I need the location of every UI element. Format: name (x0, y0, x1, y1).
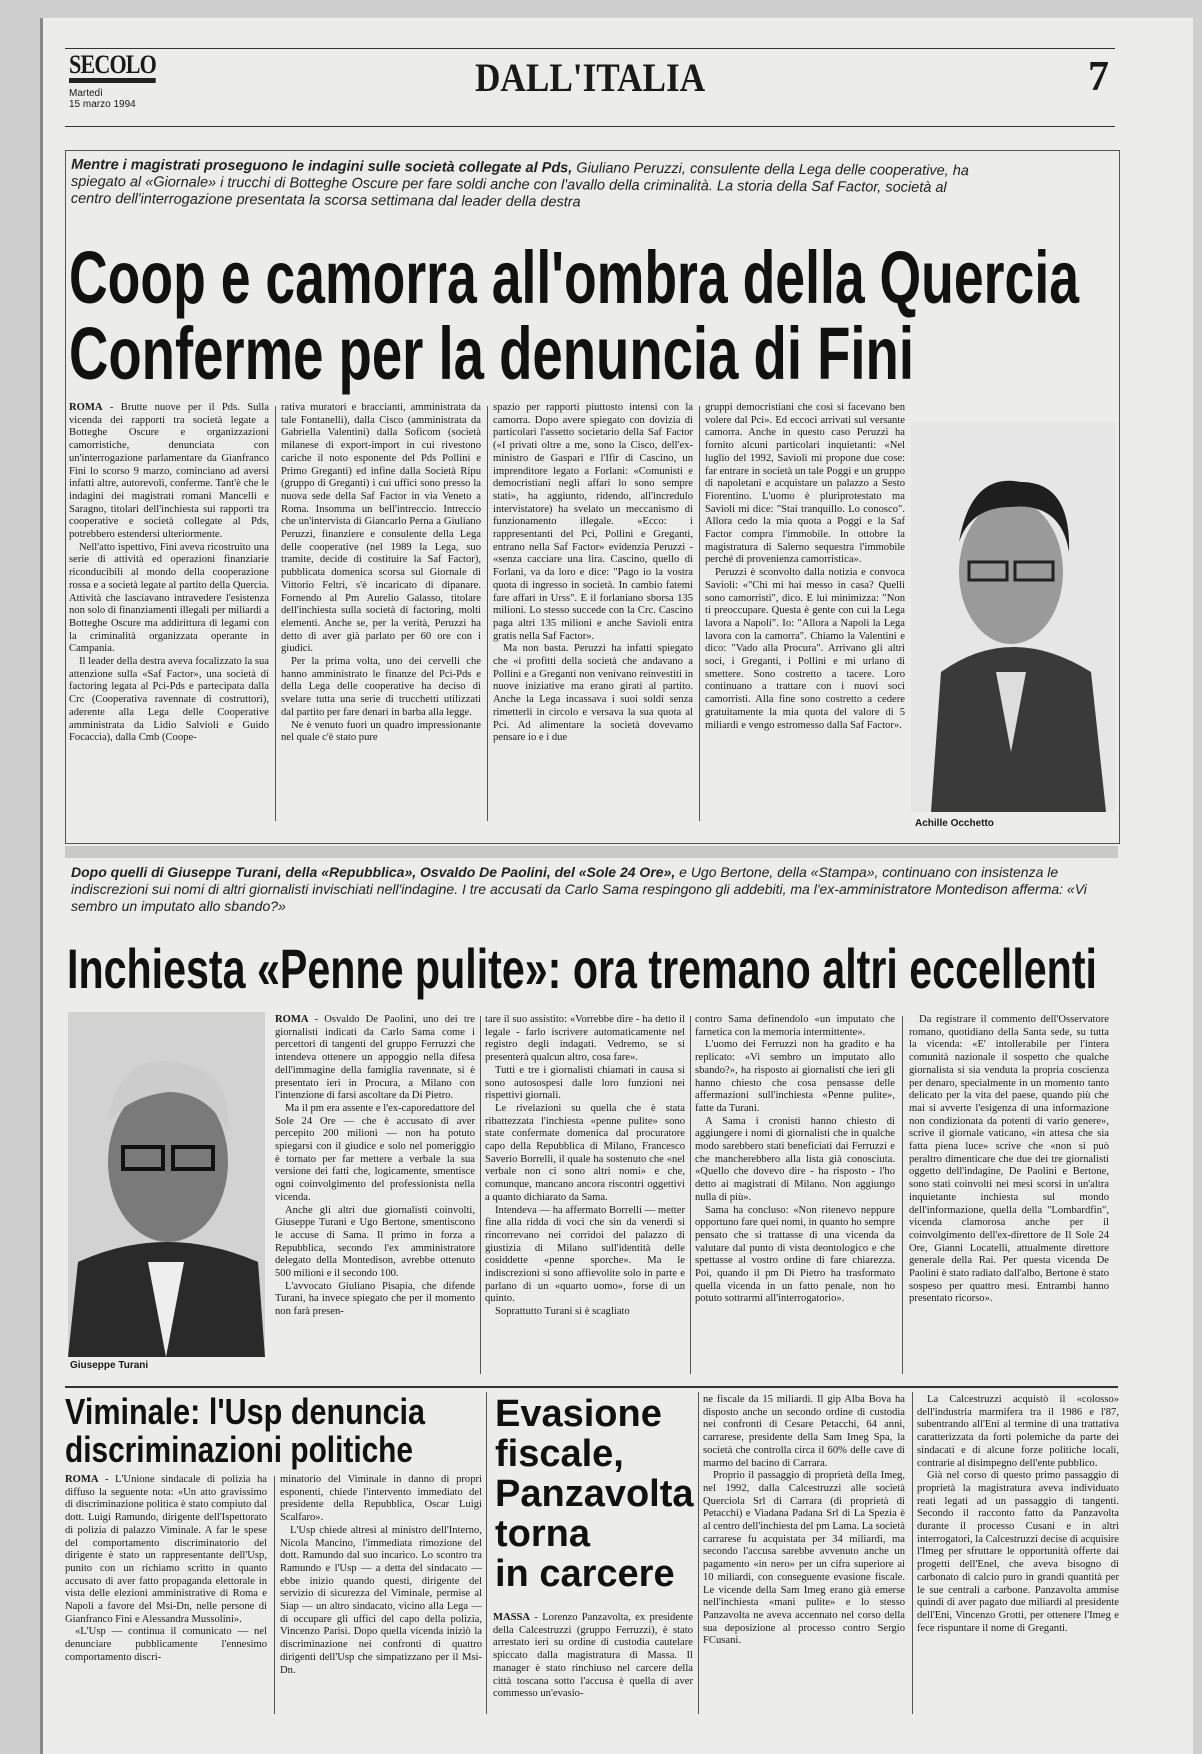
paragraph: Nell'atto ispettivo, Fini aveva ricostruito una serie di attività ed operazioni finanziarie riconducibili al mondo della cooperazione rossa e a società legate al partito della Quercia. Attività che lasciavano intravedere l'esistenza non solo di finanziamenti illegali per miliardi a Botteghe Oscure ma addirittura di legami con la criminalità organizzata operante in Campania. (69, 541, 269, 655)
paragraph: - Lorenzo Panzavolta, ex presidente della Calcestruzzi (gruppo Ferruzzi), è stato arrestato ieri su ordine di custodia cautelare spiccato dalla magistratura di Massa. Il manager è stato rinchiuso nel carcere della città toscana sotto l'accusa è quella di aver commesso un'evasio- (493, 1612, 693, 1700)
paragraph: Ma il pm era assente e l'ex-caporedattore del Sole 24 Ore — che è accusato di aver percepito 200 milioni — non ha potuto spiegarsi con il giudice e solo nel pomeriggio è tornato per far mettere a verbale la sua versione dei fatti che, logicamente, smentisce ogni coinvolgimento del professionista nella vicenda. (275, 1102, 475, 1203)
paragraph: gruppi democristiani che così si facevano ben volere dal Pci». Ed eccoci arrivati sul versante camorra. Anche in questo caso Peruzzi ha fornito alcuni particolari inquietanti: «Nel luglio del 1992, Savioli mi propone due cose: far entrare in società un tale Poggi e un gruppo di napoletani e acquistare un palazzo a Sesto Fiorentino. L'uomo è pluriprotestato ma Savioli mi dice: "Stai tranquillo. Lo conosco". Allora cedo la mia quota a Poggi e la Saf Factor compra l'immobile. In ottobre la magistratura di Salerno sequestra l'immobile perché di provenienza camorristica». (705, 402, 905, 566)
article4-headline (495, 1394, 694, 1594)
headline-line: Panzavolta (495, 1473, 694, 1515)
paragraph: spazio per rapporti piuttosto intensi con la camorra. Dopo avere spiegato con dovizia di particolari l'assetto societario della Saf Factor («I privati oltre a me, sono la Cisco, dell'ex-ministro de Gaspari e l'Ifir di Cascino, un imprenditore legato a Forlani: «Comunisti e democristiani negli affari lo sono sempre stati», ha aggiunto, ridendo, all'incredulo intervistatore) ha svelato un meccanismo di funzionamento illegale. «Ecco: i rappresentanti del Pci, Pollini e Greganti, entrano nella Saf Factor» evidenzia Peruzzi - «senza cacciare una lira. Cascino, quello di Forlani, va da loro e dice: "Pago io la vostra quota di ingresso in società. In cambio fatemi fare affari in Urss". E il forlaniano sborsa 135 milioni. Lo stesso succede con la Crc. Cascino paga altri 135 milioni e anche Savioli entra gratis nella Saf Factor». (493, 402, 693, 642)
article2-kicker (71, 864, 1111, 915)
column-divider (274, 1476, 275, 1714)
paragraph: Sama ha concluso: «Non ritenevo neppure opportuno fare quei nomi, in quanto ho sempre pensato che si trattasse di una vicenda da valutare dal punto di vista deontologico e che spettasse al vostro ordine di fare chiarezza. Poi, quando il pm Di Pietro ha trasformato quella vicenda in un fatto penale, non ho potuto sottrarmi all'interrogatorio». (695, 1204, 895, 1305)
article2-headline: Inchiesta «Penne pulite»: ora tremano altri eccellenti (67, 937, 1097, 1000)
paragraph: - Osvaldo De Paolini, uno dei tre giornalisti indicati da Carlo Sama come i percettori di tangenti del gruppo Ferruzzi che intendeva ottenere un appoggio nella difesa dell'immagine della famiglia ravennate, si è presentato ieri in Procura, a Milano con l'intenzione di farsi ascoltare da Di Pietro. (275, 1014, 475, 1102)
article1-headline-2: Conferme per la denuncia di Fini (69, 312, 914, 395)
article1-column-2 (281, 402, 481, 822)
paragraph: La Calcestruzzi acquistò il «colosso» dell'industria marmifera tra il 1986 e l'87, subentrando all'Eni al termine di una trattativa caratterizzata da forti polemiche da parte dei sindacati e di alcune forze politiche locali, contrarie al disimpegno dell'ente pubblico. (917, 1394, 1119, 1469)
paragraph: Già nel corso di questo primo passaggio di proprietà la magistratura aveva individuato reati legati ad un passaggio di tangenti. Secondo il racconto fatto da Panzavolta durante il processo Cusani e in altri interrogatori, la Calcestruzzi decise di acquisire l'Imeg per sfruttare le opportunità offerte dai progetti dell'Enel, che aveva bisogno di carbonato di calcio puro in grandi quantità per le sue centrali a carbone. Panzavolta ammise quindi di aver pagato due miliardi al presidente dell'Eni, Vincenzo Grotti, per ottenere l'Imeg e fece rispuntare il nome di Greganti. (917, 1470, 1119, 1634)
newspaper-page (40, 18, 1193, 1754)
paragraph: Intendeva — ha affermato Borrelli — metter fine alla ridda di voci che sin da venerdì si rincorrevano nei corridoi del palazzo di giustizia di Milano sull'identità delle cosiddette «penne sporche». Ma le indiscrezioni si sono affievolite solo in parte e parlano di un «quarto uomo», forse di un quinto. (485, 1204, 685, 1305)
article2-column-4 (909, 1014, 1109, 1376)
article1-column-1 (69, 402, 269, 822)
article3-headline-2: discriminazioni politiche (65, 1429, 413, 1470)
article3-headline-1: Viminale: l'Usp denuncia (65, 1391, 425, 1432)
photo-achille-occhetto (911, 422, 1115, 812)
header-top-rule (65, 48, 1115, 49)
article2-kicker-text: e Ugo Bertone, della «Stampa», continuano con insistenza le indiscrezioni sui nomi di altri giornalisti invischiati nell'indagine. I tre accusati da Carlo Sama respingono gli addebiti, ma l'ex-amministratore Montedison afferma: «Vi sembro un imputato allo sbando?» (71, 864, 1087, 914)
paragraph: Il leader della destra aveva focalizzato la sua attenzione sulla «Saf Factor», una società di factoring legata al Pci-Pds e partecipata dalla Crc (Cooperativa ravennate di costruttori), aderente alla Lega delle Cooperative amministrata da Lidio Salvioli e Guido Focaccia), dalla Cmb (Coope- (69, 656, 269, 744)
paragraph: Ma non basta. Peruzzi ha infatti spiegato che «i profitti della società che andavano a Pollini e a Greganti non venivano reinvestiti in nuove iniziative ma erano girati al partito. Anche la Lega incassava i suoi soldi senza rimetterli in circolo e versava la sua quota al Pci. Ad alimentare la società dovevamo pensare io e i due (493, 643, 693, 744)
paragraph: rativa muratori e braccianti, amministrata da tale Fontanelli), dalla Cisco (amministrata da Gabriella Valentini) dalla Soficom (società milanese di export-import in cui rivestono cariche il noto esponente del Pds Pollini e Primo Greganti) ed infine dalla Società Ripu (gruppo di Greganti) i cui uffici sono presso la nuova sede della Saf Factor in via Veneto a Roma. Insomma un bell'intreccio. Intreccio che un'intervista di Giancarlo Perna a Giuliano Peruzzi, finanziere e consulente della Lega delle cooperative (nel 1989 la Lega, suo tramite, decide di costituire la Saf Factor), pubblicata domenica scorsa sul Giornale di Vittorio Feltri, s'è incaricato di dipanare. Fornendo al Pm Aurelio Galasso, titolare dell'inchiesta sulla società di factoring, molti elementi. Anche se, per la verità, Peruzzi ha detto di aver già parlato per 60 ore con i giudici. (281, 402, 481, 655)
article1-headline-1: Coop e camorra all'ombra della Quercia (69, 236, 1079, 319)
paragraph: minatorio del Viminale in danno di propri esponenti, chiede l'intervento immediato del presidente della Repubblica, Oscar Luigi Scalfaro». (280, 1474, 482, 1524)
paragraph: Da registrare il commento dell'Osservatore romano, quotidiano della Santa sede, su tutta la vicenda: «E' intollerabile per l'intera comunità nazionale il sospetto che qualche giornalista si sia venduta la propria coscienza per denaro, specialmente in un momento tanto delicato per la vita del paese, quando più che mai si avverte l'esigenza di una informazione non condizionata da potenti di vario genere», scrive il giornale vaticano, «in attesa che sia fatta piena luce» scrive che «non si può peraltro dimenticare che due dei tre giornalisti oggetto dell'indagine, De Paolini e Bertone, sono stati coinvolti nei mesi scorsi in un'altra inquietante inchiesta sul mondo dell'informazione, quella della "Lombardfin", vicenda clamorosa anche per il coinvolgimento dell'ex-direttore de Il Sole 24 Ore, Gianni Locatelli, attualmente direttore generale della Rai. Per questa vicenda De Paolini è stato radiato dall'albo, Bertone è stato sospeso per quattro mesi. Entrambi hanno presentato ricorso». (909, 1014, 1109, 1305)
paragraph: Soprattutto Turani si è scagliato (495, 1306, 630, 1318)
headline-line: fiscale, (495, 1433, 624, 1475)
column-divider (912, 1392, 913, 1714)
article2-column-2 (485, 1014, 685, 1376)
issue-date: 15 marzo 1994 (69, 99, 136, 110)
paragraph: Le rivelazioni su quella che è stata ribattezzata l'inchiesta «penne pulite» sono state confermate domenica dal procuratore capo della Repubblica di Milano, Francesco Saverio Borrelli, il quale ha sostenuto che «nel verbale non ci sono altri nomi» e che, comunque, mancano ancora riscontri oggettivi a quanto dichiarato da Sama. (485, 1102, 685, 1203)
photo-giuseppe-turani (68, 1012, 265, 1357)
column-divider (699, 406, 700, 821)
paragraph: - Brutte nuove per il Pds. Sulla vicenda dei rapporti tra società legate a Botteghe Oscure e organizzazioni camorristiche, denunciata con un'interrogazione parlamentare da Gianfranco Fini lo scorso 9 marzo, cominciano ad aversi infatti altre, autorevoli, conferme. Tant'è che le indagini dei magistrati romani Mancelli e Saragno, titolari dell'inchiesta sui rapporti tra cooperative e società collegate al Pds, potrebbero estendersi ulteriormente. (69, 402, 269, 541)
paragraph: Proprio il passaggio di proprietà della Imeg, nel 1992, dalla Calcestruzzi alle società Querciola Srl di Carrara (di proprietà di Petacchi) e Viadana Padana Srl di La Spezia è al centro dell'inchiesta del pm Lama. La società carrarese fu acquistata per 34 miliardi, ma secondo l'accusa sarebbe avvenuto anche un pagamento «in nero» per un cifra superiore ai 10 miliardi, con conseguente evasione fiscale. Le vicende della Sam Imeg erano già emerse nell'inchiesta «mani pulite» e lo stesso Panzavolta ne aveva accennato nel corso della sua deposizione al processo contro Sergio FCusani. (703, 1470, 905, 1647)
dateline: MASSA (493, 1612, 531, 1623)
header-bottom-rule (65, 126, 1115, 127)
article2-column-3 (695, 1014, 895, 1376)
dateline: ROMA (65, 1474, 99, 1485)
column-divider (902, 1016, 903, 1374)
issue-day: Martedì (69, 88, 103, 99)
portrait-image (68, 1012, 265, 1357)
article4-column-2 (917, 1394, 1119, 1712)
paragraph: «L'Usp — continua il comunicato — nel denunciare pubblicamente l'ennesimo comportamento discri- (65, 1626, 267, 1663)
dateline: ROMA (69, 402, 103, 413)
article1-kicker-text: Giuliano Peruzzi, consulente della Lega delle cooperative, ha spiegato al «Giornale» i trucchi di Botteghe Oscure per fare soldi anche con l'avallo della criminalità. La storia della Saf Factor, società al centro dell'interrogazione presentata la scorsa settimana dal leader della destra (70, 160, 969, 211)
paragraph: A Sama i cronisti hanno chiesto di aggiungere i nomi di giornalisti che in qualche modo sarebbero stati beneficiati dai Ferruzzi e che mancherebbero alla lista già conosciuta. «Quello che dovevo dire - ha risposto - l'ho detto ai magistrati di Milano. Non aggiungo nulla di più». (695, 1115, 895, 1203)
article3-column-2 (280, 1474, 482, 1714)
article4-lead (493, 1612, 693, 1712)
column-divider (275, 406, 276, 821)
paragraph: L'Usp chiede altresì al ministro dell'Interno, Nicola Mancino, l'immediata rimozione del dott. Ramundo dal suo incarico. Lo scontro tra Ramundo e l'Usp — a detta del sindacato — ebbe inizio quando questi, dirigente del servizio di sicurezza del Viminale, permise al Siap — un altro sindacato, vicino alla Lega — di occupare gli uffici del capo della polizia, Vincenzo Parisi. Dopo quella vicenda iniziò la discriminazione nei confronti di quattro dirigenti dell'Usp che simpatizzano per il Msi-Dn. (280, 1524, 482, 1676)
article1-column-3 (493, 402, 693, 822)
paragraph: contro Sama definendolo «un imputato che farnetica con la memoria intermittente». (695, 1014, 895, 1038)
portrait-image (911, 422, 1115, 812)
paragraph: - L'Unione sindacale di polizia ha diffuso la seguente nota: «Un atto gravissimo di discriminazione politica è stato compiuto dal dott. Luigi Ramundo, dirigente dell'Ispettorato di polizia di palazzo Viminale. A far le spese del comportamento discriminatorio del dirigente è stato un rappresentante dell'Usp, punito con un richiamo scritto in quanto accusato di aver fatto propaganda elettorale in vista delle elezioni amministrative di Roma e Napoli a favore del Msi-Dn, nelle persone di Gianfranco Fini e Alessandra Mussolini». (65, 1474, 267, 1625)
paragraph: Peruzzi è sconvolto dalla notizia e convoca Savioli: «"Chi mi hai messo in casa? Quelli sono camorristi", dico. E lui minimizza: "Non ti preoccupare. Questa è gente con cui la Lega lavora a Napoli". Io: "Allora a Napoli la Lega lavora con la camorra". Chiamo la Valentini e dico: "Vado alla Procura". Arrivano gli altri soci, i Greganti, i Pollini e mi urlano di smettere. Sono costretto a tacere. Loro continuano a trattare con i nuovi soci camorristi. Alla fine sono costretto a cedere gratuitamente la mia quota del valore di 5 miliardi e vengo estromesso dalla Saf Factor». (705, 567, 905, 731)
section-divider (65, 1386, 1118, 1388)
article4-column-1 (703, 1394, 905, 1712)
paragraph: tare il suo assistito: «Vorrebbe dire - ha detto il legale - farlo iscrivere automaticamente nel registro degli indagati. Vedremo, se si presenterà qualcun altro, cosa fare». (485, 1014, 685, 1064)
dateline: ROMA (275, 1014, 309, 1025)
article2-kicker-bold: Dopo quelli di Giuseppe Turani, della «Repubblica», Osvaldo De Paolini, del «Sole 24 Ore», (71, 864, 676, 880)
section-title: DALL'ITALIA (475, 55, 706, 100)
paragraph: Per la prima volta, uno dei cervelli che hanno amministrato le finanze del Pci-Pds e della Lega delle cooperative ha deciso di svelare tutta una serie di trucchetti utilizzati dal partito per fare denari in barba alla legge. (281, 656, 481, 718)
column-divider (486, 1392, 487, 1714)
article2-column-1 (275, 1014, 475, 1376)
article1-column-4 (705, 402, 905, 822)
column-divider (480, 1016, 481, 1374)
paragraph: Ne è venuto fuori un quadro impressionante nel quale c'è stato pure (281, 719, 481, 744)
column-divider (690, 1016, 691, 1374)
paragraph: L'uomo dei Ferruzzi non ha gradito e ha replicato: «Vi sembro un imputato allo sbando?», ha risposto ai giornalisti che ieri gli hanno chiesto che cosa pensasse delle affermazioni sull'inchiesta «Penne pulite», fatte da Turani. (695, 1039, 895, 1114)
paragraph: Tutti e tre i giornalisti chiamati in causa si sono autosospesi dalle loro funzioni nei rispettivi giornali. (485, 1064, 685, 1102)
column-divider (487, 406, 488, 821)
column-divider (698, 1392, 699, 1714)
paragraph: L'avvocato Giuliano Pisapia, che difende Turani, ha invece spiegato che per il momento non farà presen- (275, 1280, 475, 1318)
page-number: 7 (1088, 54, 1109, 100)
headline-line: Evasione (495, 1393, 662, 1435)
article3-column-1 (65, 1474, 267, 1714)
separator-band (65, 846, 1118, 858)
paragraph: ne fiscale da 15 miliardi. Il gip Alba Bova ha disposto anche un secondo ordine di custodia nei confronti di Cesare Petacchi, 64 anni, carrarese, presidente della Sam Imeg Spa, la società che controlla circa il 60% delle cave di marmo del bacino di Carrara. (703, 1394, 905, 1469)
masthead-logo: SECOLO (69, 52, 156, 83)
headline-line: torna (495, 1513, 590, 1555)
paragraph: Anche gli altri due giornalisti coinvolti, Giuseppe Turani e Ugo Bertone, smentiscono le accuse di Sama. Il primo in forza a Repubblica, secondo l'ex amministratore delegato della Montedison, avrebbe ottenuto 500 milioni e il secondo 100. (275, 1204, 475, 1280)
article1-kicker (71, 157, 971, 214)
photo-caption: Achille Occhetto (915, 818, 994, 829)
photo-caption: Giuseppe Turani (70, 1360, 149, 1371)
article1-kicker-bold: Mentre i magistrati proseguono le indagini sulle società collegate al Pds, (71, 156, 573, 177)
headline-line: in carcere (495, 1553, 675, 1595)
